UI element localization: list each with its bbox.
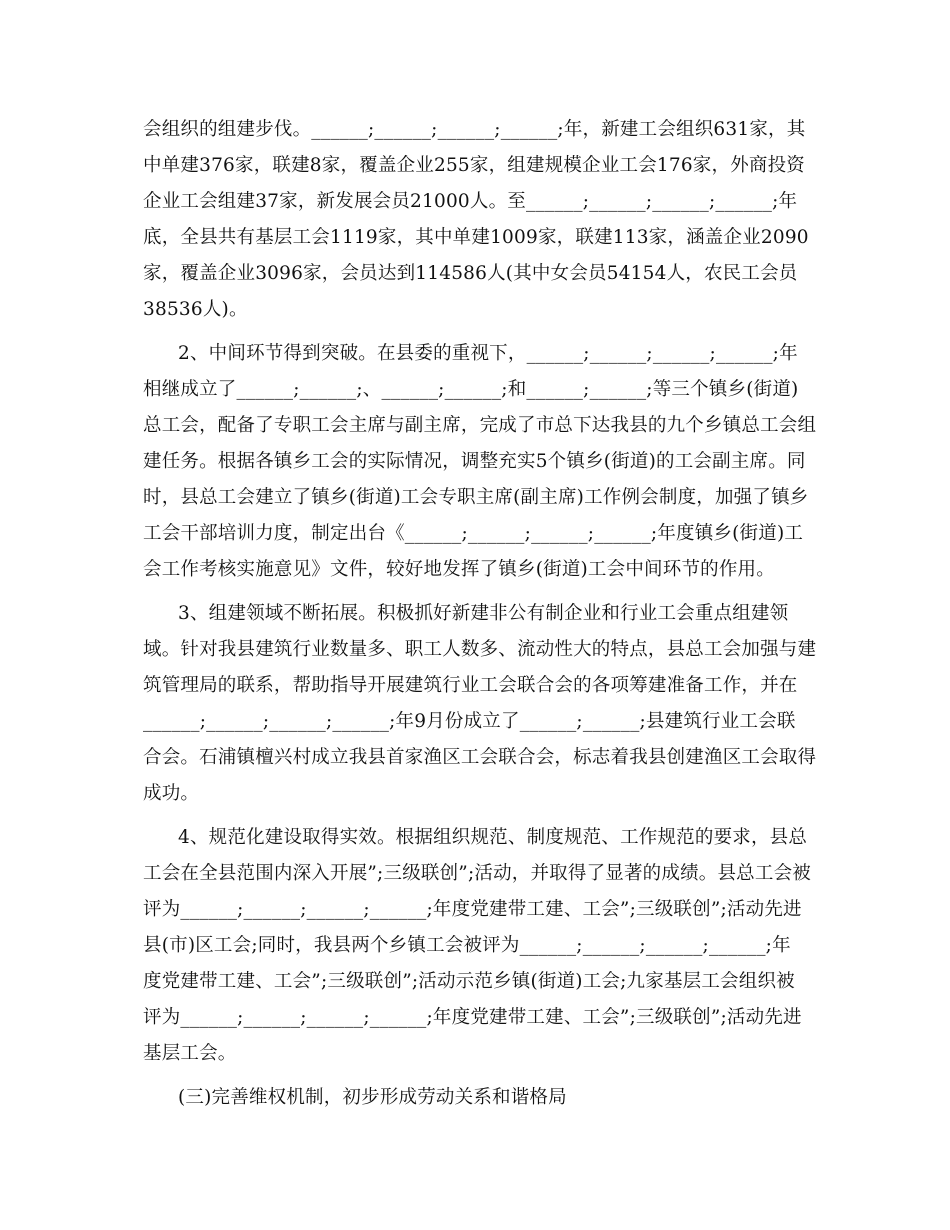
text-line: 3、组建领域不断拓展。积极抓好新建非公有制企业和行业工会重点组建领 — [178, 603, 789, 624]
text-line: 评为______;______;______;______;年度党建带工建、工会”;三级联创”;活动先进 — [143, 1007, 802, 1028]
text-line: 建任务。根据各镇乡工会的实际情况，调整充实5个镇乡(街道)的工会副主席。同 — [143, 451, 806, 472]
text-line: 企业工会组建37家，新发展会员21000人。至______;______;______;______;年 — [143, 191, 798, 212]
text-line: 工会干部培训力度，制定出台《______;______;______;______;年度镇乡(街道)工 — [143, 523, 804, 544]
text-line: 时，县总工会建立了镇乡(街道)工会专职主席(副主席)工作例会制度，加强了镇乡 — [143, 487, 809, 508]
text-line: 底，全县共有基层工会1119家，其中单建1009家，联建113家，涵盖企业2090 — [143, 227, 809, 248]
text-line: 4、规范化建设取得实效。根据组织规范、制度规范、工作规范的要求，县总 — [178, 827, 808, 848]
text-line: 筑管理局的联系，帮助指导开展建筑行业工会联合会的各项筹建准备工作，并在 — [143, 675, 798, 696]
text-line: 38536人)。 — [143, 299, 248, 320]
text-line: 相继成立了______;______;、______;______;和______;______;等三个镇乡(街道) — [143, 379, 799, 400]
text-line: 评为______;______;______;______;年度党建带工建、工会”;三级联创”;活动先进 — [143, 899, 802, 920]
text-line: 域。针对我县建筑行业数量多、职工人数多、流动性大的特点，县总工会加强与建 — [143, 639, 817, 660]
text-line: 工会在全县范围内深入开展”;三级联创”;活动，并取得了显著的成绩。县总工会被 — [143, 863, 811, 884]
text-line: 基层工会。 — [143, 1043, 237, 1064]
text-line: ______;______;______;______;年9月份成立了______;______;县建筑行业工会联 — [143, 711, 796, 732]
text-line: 2、中间环节得到突破。在县委的重视下，______;______;______;______;年 — [178, 343, 798, 364]
text-line: 县(市)区工会;同时，我县两个乡镇工会被评为______;______;______;______;年 — [143, 935, 791, 956]
text-line: 家，覆盖企业3096家，会员达到114586人(其中女会员54154人，农民工会员 — [143, 263, 798, 284]
text-line: 总工会，配备了专职工会主席与副主席，完成了市总下达我县的九个乡镇总工会组 — [143, 415, 817, 436]
text-line: 成功。 — [143, 783, 200, 804]
text-line: 度党建带工建、工会”;三级联创”;活动示范乡镇(街道)工会;九家基层工会组织被 — [143, 971, 795, 992]
text-line: 会工作考核实施意见》文件，较好地发挥了镇乡(街道)工会中间环节的作用。 — [143, 559, 775, 580]
text-line: 中单建376家，联建8家，覆盖企业255家，组建规模企业工会176家，外商投资 — [143, 155, 806, 176]
section-heading: (三)完善维权机制，初步形成劳动关系和谐格局 — [178, 1087, 567, 1108]
text-line: 会组织的组建步伐。______;______;______;______;年，新建工会组织631家，其 — [143, 119, 806, 140]
text-line: 合会。石浦镇檀兴村成立我县首家渔区工会联合会，标志着我县创建渔区工会取得 — [143, 747, 817, 768]
